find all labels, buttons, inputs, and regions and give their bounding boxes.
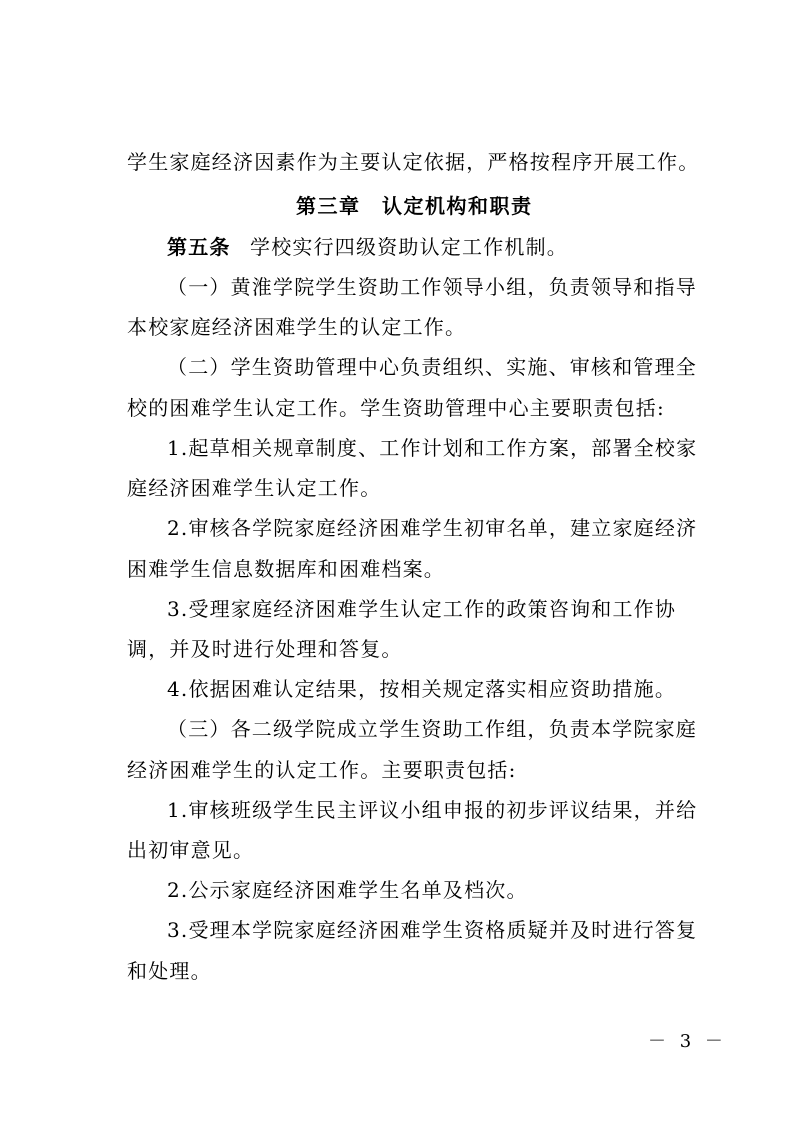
text-line: （一）黄淮学院学生资助工作领导小组，负责领导和指导 xyxy=(167,275,697,299)
text-line: 经济困难学生的认定工作。主要职责包括: xyxy=(127,758,517,782)
article-label: 第五条 xyxy=(167,235,231,259)
text-line: （二）学生资助管理中心负责组织、实施、审核和管理全 xyxy=(167,355,697,379)
page-number: － 3 － xyxy=(648,1031,727,1052)
text-line: （三）各二级学院成立学生资助工作组，负责本学院家庭 xyxy=(167,717,697,741)
text-line: 学生家庭经济因素作为主要认定依据，严格按程序开展工作。 xyxy=(127,150,700,174)
article-text: 学校实行四级资助认定工作机制。 xyxy=(250,235,568,259)
text-line: 1.审核班级学生民主评议小组申报的初步评议结果，并给 xyxy=(167,798,698,822)
text-line: 2.公示家庭经济困难学生名单及档次。 xyxy=(167,878,528,902)
text-line: 出初审意见。 xyxy=(127,838,255,862)
text-line: 1.起草相关规章制度、工作计划和工作方案，部署全校家 xyxy=(167,436,698,460)
text-line: 2.审核各学院家庭经济困难学生初审名单，建立家庭经济 xyxy=(167,516,698,540)
text-line: 困难学生信息数据库和困难档案。 xyxy=(127,557,445,581)
text-line: 校的困难学生认定工作。学生资助管理中心主要职责包括: xyxy=(127,396,665,420)
text-line: 本校家庭经济困难学生的认定工作。 xyxy=(127,315,467,339)
text-line: 4.依据困难认定结果，按相关规定落实相应资助措施。 xyxy=(167,677,677,701)
text-line: 庭经济困难学生认定工作。 xyxy=(127,476,382,500)
text-line: 和处理。 xyxy=(127,959,212,983)
chapter-title: 第三章 认定机构和职责 xyxy=(296,194,533,218)
text-line: 3.受理本学院家庭经济困难学生资格质疑并及时进行答复 xyxy=(167,918,698,942)
text-line: 3.受理家庭经济困难学生认定工作的政策咨询和工作协 xyxy=(167,597,677,621)
text-line: 调，并及时进行处理和答复。 xyxy=(127,637,403,661)
